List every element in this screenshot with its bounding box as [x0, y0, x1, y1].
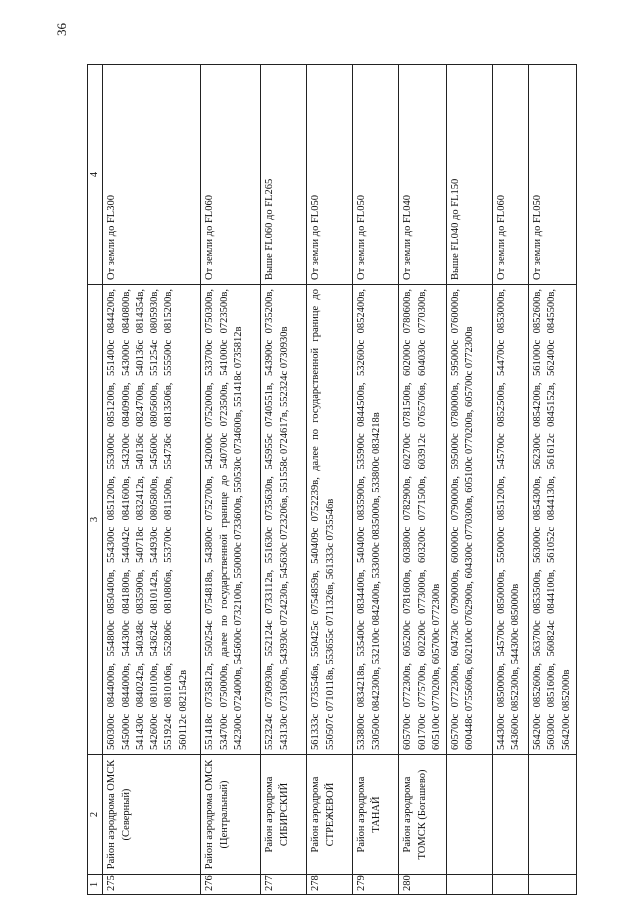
- area-name: Район аэродрома СИБИРСКИЙ: [261, 755, 307, 875]
- table-row: [261, 65, 307, 895]
- page-number: 36: [54, 23, 69, 37]
- area-coordinates: 552324с 0730930в, 552124с 0733112в, 551630с 0735630в, 545955с 0740551в, 543900с 0735200в, 543130с 0731600в, 543930с 0724230в, 545630с 0723206в, 551558с 0724617в, 552324с 0730930в: [261, 285, 307, 755]
- altitude-limits: От земли до FL050: [307, 65, 353, 285]
- area-coordinates: 605700с 0772300в, 604730с 0790000в, 600000с 0790000в, 595000с 0780000в, 595000с 0760000в, 600448с 0755606в, 602100с 0762900в, 604300с 0770300в, 605100с 0770200в, 605700с 0772300в: [447, 285, 493, 755]
- row-number: [447, 875, 493, 895]
- row-number: [529, 875, 577, 895]
- area-name: [529, 755, 577, 875]
- airspace-table: [87, 64, 577, 895]
- area-name: Район аэродрома ТАНАЙ: [353, 755, 399, 875]
- column-header: 4: [88, 65, 103, 285]
- row-number: 275: [103, 875, 201, 895]
- altitude-limits: От земли до FL300: [103, 65, 201, 285]
- area-coordinates: 544300с 0850000в, 545700с 0850000в, 550000с 0851200в, 545700с 0852500в, 544700с 0853000в, 543600с 0852300в, 544300с 0850000в: [493, 285, 529, 755]
- rotated-table-container: [87, 65, 572, 895]
- area-coordinates: 533800с 0834218в, 535400с 0834400в, 540400с 0835900в, 535900с 0844500в, 532600с 0852400в, 530500с 0842300в, 532100с 0842400в, 533000с 0835000в, 533800с 0834218в: [353, 285, 399, 755]
- altitude-limits: Выше FL040 до FL150: [447, 65, 493, 285]
- altitude-limits: От земли до FL060: [201, 65, 261, 285]
- table-row: [353, 65, 399, 895]
- area-coordinates: 605700с 0772300в, 605200с 0781600в, 603800с 0782900в, 602700с 0781500в, 602000с 0780600в, 601700с 0775700в, 602200с 0773000в, 603200с 0771500в, 603912с 0765706в, 604030с 0770300в, 605100с 0770200в, 605700с 0772300в: [399, 285, 447, 755]
- row-number: 277: [261, 875, 307, 895]
- area-coordinates: 551418с 0735812в, 550254с 0754818в, 543800с 0752700в, 542000с 0752000в, 533700с 0750300в, 534700с 0750000в, далее по государственной границе до 540700с 0723500в, 541000с 0723500в, 542300с 0724000в, 545600с 0732100в, 550000с 0733600в, 550530с 0734600в, 551418с 0735812в: [201, 285, 261, 755]
- row-number: [493, 875, 529, 895]
- table-row: [307, 65, 353, 895]
- area-coordinates: 564200с 0852600в, 563700с 0853500в, 563000с 0854300в, 562300с 0854200в, 561000с 0852600в, 560300с 0851600в, 560824с 0844100в, 561052с 0844130в, 561612с 0845152в, 562400с 0845500в, 564200с 0852000в: [529, 285, 577, 755]
- altitude-limits: От земли до FL040: [399, 65, 447, 285]
- area-name: Район аэродрома ОМСК (Северный): [103, 755, 201, 875]
- table-row: [447, 65, 493, 895]
- area-name: Район аэродрома ОМСК (Центральный): [201, 755, 261, 875]
- area-name: [493, 755, 529, 875]
- column-header: 3: [88, 285, 103, 755]
- table-row: [201, 65, 261, 895]
- area-name: Район аэродрома СТРЕЖЕВОЙ: [307, 755, 353, 875]
- area-coordinates: 561333с 0735546в, 550425с 0754859в, 540409с 0752239в, далее по государственной границе до 550507с 0710118в, 553655с 0711326в, 561333с 0735546в: [307, 285, 353, 755]
- altitude-limits: От земли до FL050: [529, 65, 577, 285]
- row-number: 278: [307, 875, 353, 895]
- row-number: 279: [353, 875, 399, 895]
- area-name: [447, 755, 493, 875]
- column-header: 1: [88, 875, 103, 895]
- table-row: [103, 65, 201, 895]
- table-row: [493, 65, 529, 895]
- altitude-limits: От земли до FL050: [353, 65, 399, 285]
- area-coordinates: 560300с 0844000в, 554800с 0850400в, 554300с 0851200в, 553000с 0851200в, 551400с 0844200в, 545000с 0844000в, 544300с 0841800в, 544042с 0841600в, 543200с 0840900в, 543000с 0840800в, 541430с 0840242в, 540348с 0835900в, 540718с 0832412в, 540136с 0824700в, 540136с 0814354в, 542600с 0810100в, 543624с 0810142в, 544930с 0805800в, 545600с 0805600в, 551254с 0805930в, 551924с 0810106в, 552806с 0810806в, 553700с 0811500в, 554736с 0813506в, 555500с 0815200в, 560112с 0821542в: [103, 285, 201, 755]
- row-number: 280: [399, 875, 447, 895]
- table-row: [529, 65, 577, 895]
- altitude-limits: Выше FL060 до FL265: [261, 65, 307, 285]
- column-header: 2: [88, 755, 103, 875]
- header-row: [88, 65, 103, 895]
- row-number: 276: [201, 875, 261, 895]
- area-name: Район аэродрома ТОМСК (Богашево): [399, 755, 447, 875]
- table-row: [399, 65, 447, 895]
- altitude-limits: От земли до FL060: [493, 65, 529, 285]
